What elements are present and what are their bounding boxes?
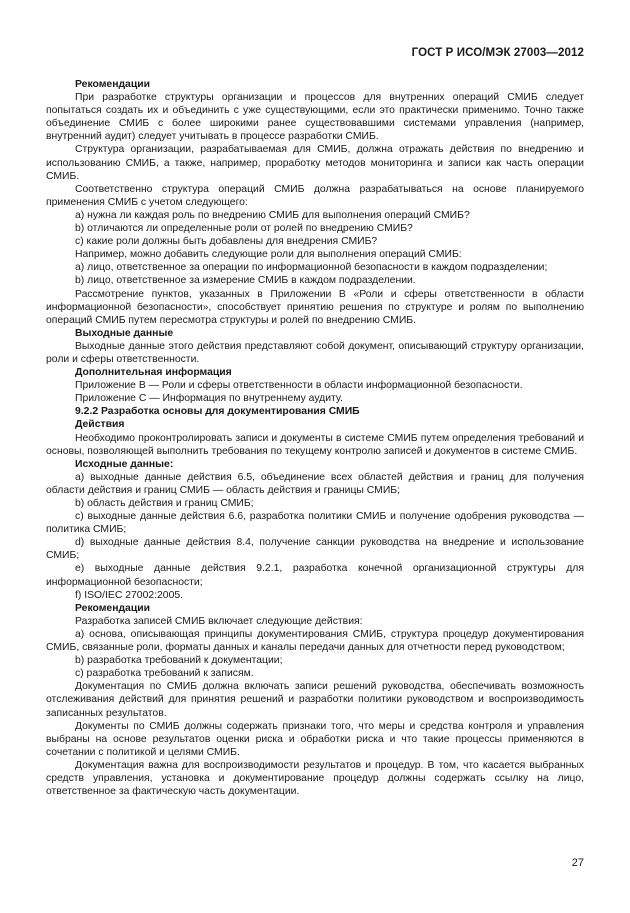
section-heading: 9.2.2 Разработка основы для документирования СМИБ [75,406,360,418]
list-line: f) ISO/IEC 27002:2005. [75,589,184,601]
page-number: 27 [571,857,584,869]
paragraph: При разработке структуры организации и процессов для внутренних операций СМИБ следует попытаться создать их и объединить с уже существующими, если это практически применимо. Точно также объединение СМИБ с более широкими ранее существовавшими системами управления (например, внутренний аудит) следует учитывать в процессе разработки СМИБ. [46,92,584,143]
paragraph: a) основа, описывающая принципы документирования СМИБ, структура процедур документирования СМИБ, связанные роли, форматы данных и каналы передачи данных для отчетности перед руководством; [46,628,584,654]
section-heading: Исходные данные: [75,458,174,470]
paragraph: Документация по СМИБ должна включать записи решений руководства, обеспечивать возможность отслеживания действий для принятия решений и разработки политики руководством и воспроизводимость записанных результатов. [46,681,584,719]
paragraph: Документация важна для воспроизводимости результатов и процедур. В том, что касается выбранных средств управления, установка и документирование процедур должны содержать ссылку на лицо, ответственное за фактическую часть документации. [46,759,584,798]
paragraph: Соответственно структура операций СМИБ должна разрабатываться на основе планируемого применения СМИБ с учетом следующего: [46,183,584,208]
list-line: b) разработка требований к документации; [75,655,283,667]
list-line: b) отличаются ли определенные роли от ролей по внедрению СМИБ? [75,223,413,235]
paragraph: Структура организации, разрабатываемая для СМИБ, должна отражать действия по внедрению и использованию СМИБ, а также, например, проработку методов мониторинга и записи как часть операции СМИБ. [46,144,584,182]
list-line: Например, можно добавить следующие роли для выполнения операций СМИБ: [75,249,462,261]
list-line: a) нужна ли каждая роль по внедрению СМИБ для выполнения операций СМИБ? [75,209,470,221]
paragraph: Рассмотрение пунктов, указанных в Приложении В «Роли и сферы ответственности в области информационной безопасности», способствует принятию решения по структуре и ролям по выполнению операций СМИБ путем пересмотра структуры и ролей по внедрению СМИБ. [46,288,584,326]
list-line: Приложение В — Роли и сферы ответственности в области информационной безопасности. [75,380,523,392]
list-line: b) лицо, ответственное за измерение СМИБ в каждом подразделении. [75,275,416,287]
list-line: Приложение С — Информация по внутреннему аудиту. [75,393,343,405]
section-heading: Дополнительная информация [75,367,232,379]
list-line: c) какие роли должны быть добавлены для внедрения СМИБ? [75,236,378,248]
section-heading: Выходные данные [75,327,174,339]
paragraph: Документы по СМИБ должны содержать признаки того, что меры и средства контроля и управления выбраны на основе результатов оценки риска и обработки риска и что такие процессы применяются в сочетании с политикой и целями СМИБ. [46,720,584,758]
list-line: Разработка записей СМИБ включает следующие действия: [75,615,363,627]
list-line: b) область действия и границ СМИБ; [75,498,254,509]
section-heading: Рекомендации [75,79,151,90]
section-heading: Действия [75,419,125,431]
list-line: a) лицо, ответственное за операции по информационной безопасности в каждом подразделении; [75,262,548,274]
paragraph: c) выходные данные действия 6.6, разработка политики СМИБ и получение одобрения руководства — политика СМИБ; [46,511,584,536]
paragraph: d) выходные данные действия 8.4, получение санкции руководства на внедрение и использование СМИБ; [46,537,584,562]
paragraph: e) выходные данные действия 9.2.1, разработка конечной организационной структуры для информационной безопасности; [46,563,584,588]
standard-header: ГОСТ Р ИСО/МЭК 27003—2012 [411,47,584,59]
paragraph: Необходимо проконтролировать записи и документы в системе СМИБ путем определения требований и основы, позволяющей выполнить требования по текущему контролю записей и документов в системе СМИБ. [46,432,584,457]
section-heading: Рекомендации [75,602,151,614]
paragraph: a) выходные данные действия 6.5, объединение всех областей действия и границ для получения области действия и границ СМИБ — область действия и границы СМИБ; [46,471,584,496]
paragraph: Выходные данные этого действия представляют собой документ, описывающий структуру организации, роли и сферы ответственности. [46,340,584,365]
document-body [46,78,584,798]
list-line: c) разработка требований к записям. [75,668,254,680]
